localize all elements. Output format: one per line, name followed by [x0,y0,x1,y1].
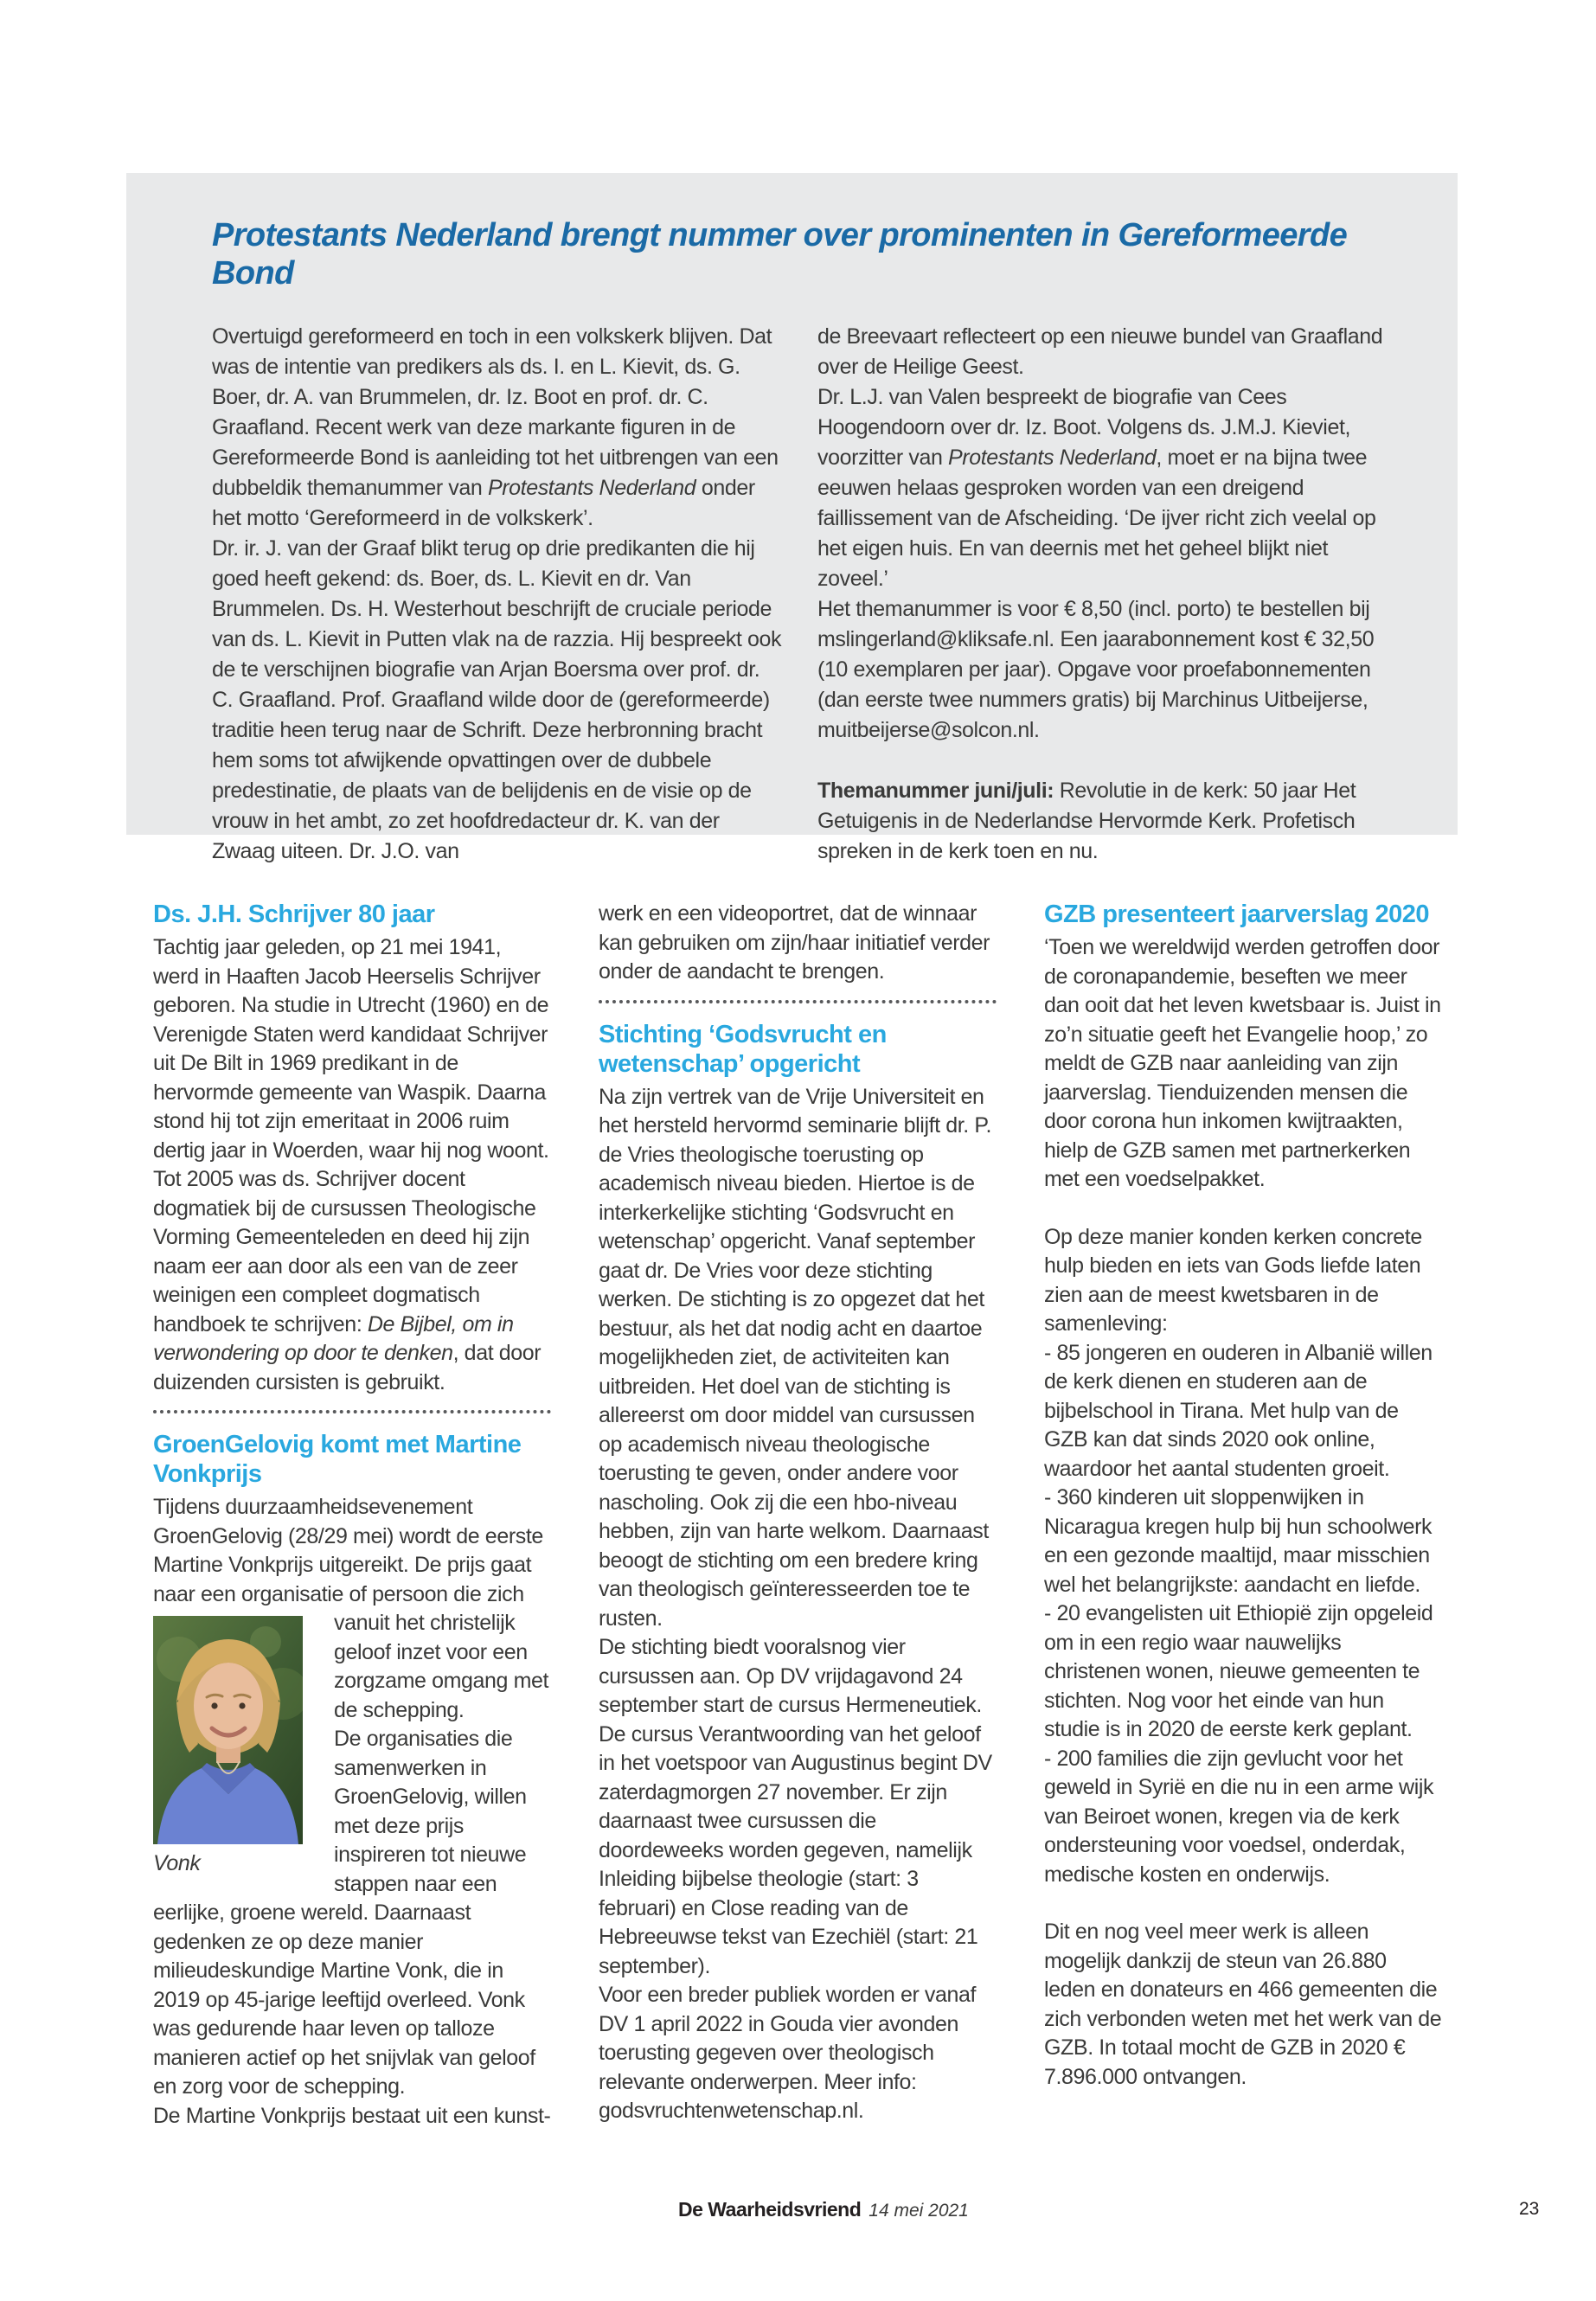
body-paragraph: de Breevaart reflecteert op een nieuwe bundel van Graafland over de Heilige Geest. [817,324,1383,379]
list-item: - 360 kinderen uit sloppenwijken in Nicaragua kregen hulp bij hun schoolwerk en een gezonde maaltijd, maar misschien wel het belangrijkste: aandacht en liefde. [1044,1485,1433,1597]
vonk-photo-figure [153,1616,303,1876]
page-footer [678,2198,969,2221]
body-paragraph: Dit en nog veel meer werk is alleen mogelijk dankzij de steun van 26.880 leden en donateurs en 466 gemeenten die zich verbonden weten met het werk van de GZB. In totaal mocht de GZB in 2020 € 7.896.000 ontvangen. [1044,1920,1442,2089]
footer-magazine-name: De Waarheidsvriend [678,2198,862,2221]
news-column-3 [1044,900,1442,2092]
body-paragraph: Tijdens duurzaamheidsevenement GroenGelovig (28/29 mei) wordt de eerste Martine Vonkprijs uitgereikt. De prijs gaat naar een organisatie of persoon die zich [153,1495,543,1606]
body-paragraph: Na zijn vertrek van de Vrije Universiteit en het hersteld hervormd seminarie blijft dr. P. de Vries theologische toerusting op academisch niveau bieden. Hiertoe is de interkerkelijke stichting ‘Godsvrucht en wetenschap’ opgericht. Vanaf september gaat dr. De Vries voor deze stichting werken. De stichting is zo opgezet dat het bestuur, als het dat nodig acht en daartoe mogelijkheden ziet, de activiteiten kan uitbreiden. Het doel van de stichting is allereerst om door middel van cursussen op academisch niveau theologische toerusting te geven, onder andere voor nascholing. Ook zij die een hbo-niveau hebben, zijn van harte welkom. Daarnaast beoogt de stichting om een bredere kring van theologisch geïnteresseerden toe te rusten. [599,1084,991,1631]
body-paragraph: Tachtig jaar geleden, op 21 mei 1941, werd in Haaften Jacob Heerselis Schrijver geboren. Na studie in Utrecht (1960) en de Verenigde Staten werd kandidaat Schrijver uit De Bilt in 1969 predikant in de hervormde gemeente van Waspik. Daarna stond hij tot zijn emeritaat in 2006 ruim dertig jaar in Woerden, waar hij nog woont. Tot 2005 was ds. Schrijver docent dogmatiek bij de cursussen Theologische Vorming Gemeenteleden en deed hij zijn naam eer aan door als een van de zeer weinigen een compleet dogmatisch handboek te schrijven: De Bijbel, om in verwondering op door te denken, dat door duizenden cursisten is gebruikt. [153,935,549,1394]
vonk-portrait-photo [153,1616,303,1844]
photo-caption: Vonk [153,1851,201,1875]
body-paragraph: werk en een videoportret, dat de winnaar kan gebruiken om zijn/haar initiatief verder onder de aandacht te brengen. [599,901,990,984]
body-paragraph: De organisaties die samenwerken in GroenGelovig, willen met deze prijs inspireren tot nieuwe stappen naar een eerlijke, groene wereld. Daarnaast gedenken ze op deze manier milieudeskundige Martine Vonk, die in 2019 op 45-jarige leeftijd overleed. Vonk was gedurende haar leven op talloze manieren actief op het snijvlak van geloof en zorg voor de schepping. [153,1727,535,2099]
highlight-article-columns [212,322,1390,867]
list-item: - 85 jongeren en ouderen in Albanië willen de kerk dienen en studeren aan de bijbelschool in Tirana. Met hulp van de GZB kan dat sinds 2020 ook online, waardoor het aantal studenten groeit. [1044,1340,1433,1481]
article-title-gzb: GZB presenteert jaarverslag 2020 [1044,901,1430,928]
highlight-article-title: Protestants Nederland brengt nummer over prominenten in Gereformeerde Bond [212,217,1348,292]
dotted-divider [599,1000,997,1003]
dotted-divider [153,1410,551,1413]
body-paragraph: Het themanummer is voor € 8,50 (incl. porto) te bestellen bij mslingerland@kliksafe.nl. Een jaarabonnement kost € 32,50 (10 exemplaren per jaar). Opgave voor proefabonnementen (dan eerste twee nummers gratis) bij Marchinus Uitbeijerse, muitbeijerse@solcon.nl. [817,597,1375,742]
news-column-2 [599,900,997,2126]
body-paragraph: De stichting biedt vooralsnog vier cursussen aan. Op DV vrijdagavond 24 september start de cursus Hermeneutiek. De cursus Verantwoording van het geloof in het voetspoor van Augustinus begint DV zaterdagmorgen 27 november. Er zijn daarnaast twee cursussen die doordeweeks worden gegeven, namelijk Inleiding bijbelse theologie (start: 3 februari) en Close reading van de Hebreeuwse tekst van Ezechiël (start: 21 september). [599,1635,992,1978]
body-paragraph: ‘Toen we wereldwijd werden getroffen door de coronapandemie, beseften we meer dan ooit dat het leven kwetsbaar is. Juist in zo’n situatie geeft het Evangelie hoop,’ zo meldt de GZB naar aanleiding van zijn jaarverslag. Tienduizenden mensen die door corona hun inkomen kwijtraakten, hielp de GZB samen met partnerkerken met een voedselpakket. [1044,935,1441,1191]
groengelovig-body [153,1493,551,2131]
highlight-article-box [126,173,1458,863]
theme-announcement: Themanummer juni/juli: Revolutie in de kerk: 50 jaar Het Getuigenis in de Nederlandse Hervormde Kerk. Profetisch spreken in de kerk toen en nu. [817,779,1356,863]
page-number: 23 [1519,2199,1540,2219]
body-paragraph: vanuit het christelijk geloof inzet voor een zorgzame omgang met de schepping. [334,1611,549,1722]
highlight-column-left [212,322,783,867]
article-title-stichting: Stichting ‘Godsvrucht en wetenschap’ opgericht [599,1020,887,1078]
body-paragraph: Dr. L.J. van Valen bespreekt de biografie van Cees Hoogendoorn over dr. Iz. Boot. Volgens ds. J.M.J. Kieviet, voorzitter van Protestants Nederland, moet er na bijna twee eeuwen helaas gesproken worden van een dreigend faillissement van de Afscheiding. ‘De ijver richt zich veelal op het eigen huis. En van deernis met het geheel blijkt niet zoveel.’ [817,385,1376,591]
article-title-groengelovig: GroenGelovig komt met Martine Vonkprijs [153,1431,522,1488]
news-column-1 [153,900,551,2131]
body-paragraph: Overtuigd gereformeerd en toch in een volkskerk blijven. Dat was de intentie van predikers als ds. I. en L. Kievit, ds. G. Boer, dr. A. van Brummelen, dr. Iz. Boot en prof. dr. C. Graafland. Recent werk van deze markante figuren in de Gereformeerde Bond is aanleiding tot het uitbrengen van een dubbeldik themanummer van Protestants Nederland onder het motto ‘Gereformeerd in de volkskerk’. [212,324,779,530]
list-item: - 20 evangelisten uit Ethiopië zijn opgeleid om in een regio waar nauwelijks christenen wonen, nieuwe gemeenten te stichten. Nog voor het einde van hun studie is in 2020 de eerste kerk geplant. [1044,1601,1433,1741]
list-item: - 200 families die zijn gevlucht voor het geweld in Syrië en die nu in een arme wijk van Beiroet wonen, kregen via de kerk ondersteuning voor voedsel, onderdak, medische kosten en onderwijs. [1044,1746,1434,1887]
highlight-column-right [817,322,1388,867]
body-paragraph: Voor een breder publiek worden er vanaf DV 1 april 2022 in Gouda vier avonden toerusting gegeven over theologisch relevante onderwerpen. Meer info: godsvruchtenwetenschap.nl. [599,1983,977,2123]
body-paragraph: Dr. ir. J. van der Graaf blikt terug op drie predikanten die hij goed heeft gekend: ds. Boer, ds. L. Kievit en dr. Van Brummelen. Ds. H. Westerhout beschrijft de cruciale periode van ds. L. Kievit in Putten vlak na de razzia. Hij bespreekt ook de te verschijnen biografie van Arjan Boersma over prof. dr. C. Graafland. Prof. Graafland wilde door de (gereformeerde) traditie heen terug naar de Schrift. Deze herbronning bracht hem soms tot afwijkende opvattingen over de dubbele predestinatie, de plaats van de belijdenis en de visie op de vrouw in het ambt, zo zet hoofdredacteur dr. K. van der Zwaag uiteen. Dr. J.O. van [212,536,782,863]
article-title-schrijver: Ds. J.H. Schrijver 80 jaar [153,901,435,928]
body-paragraph: De Martine Vonkprijs bestaat uit een kunst- [153,2103,551,2128]
footer-date: 14 mei 2021 [869,2201,969,2221]
body-paragraph: Op deze manier konden kerken concrete hulp bieden en iets van Gods liefde laten zien aan de meest kwetsbaren in de samenleving: [1044,1224,1422,1336]
